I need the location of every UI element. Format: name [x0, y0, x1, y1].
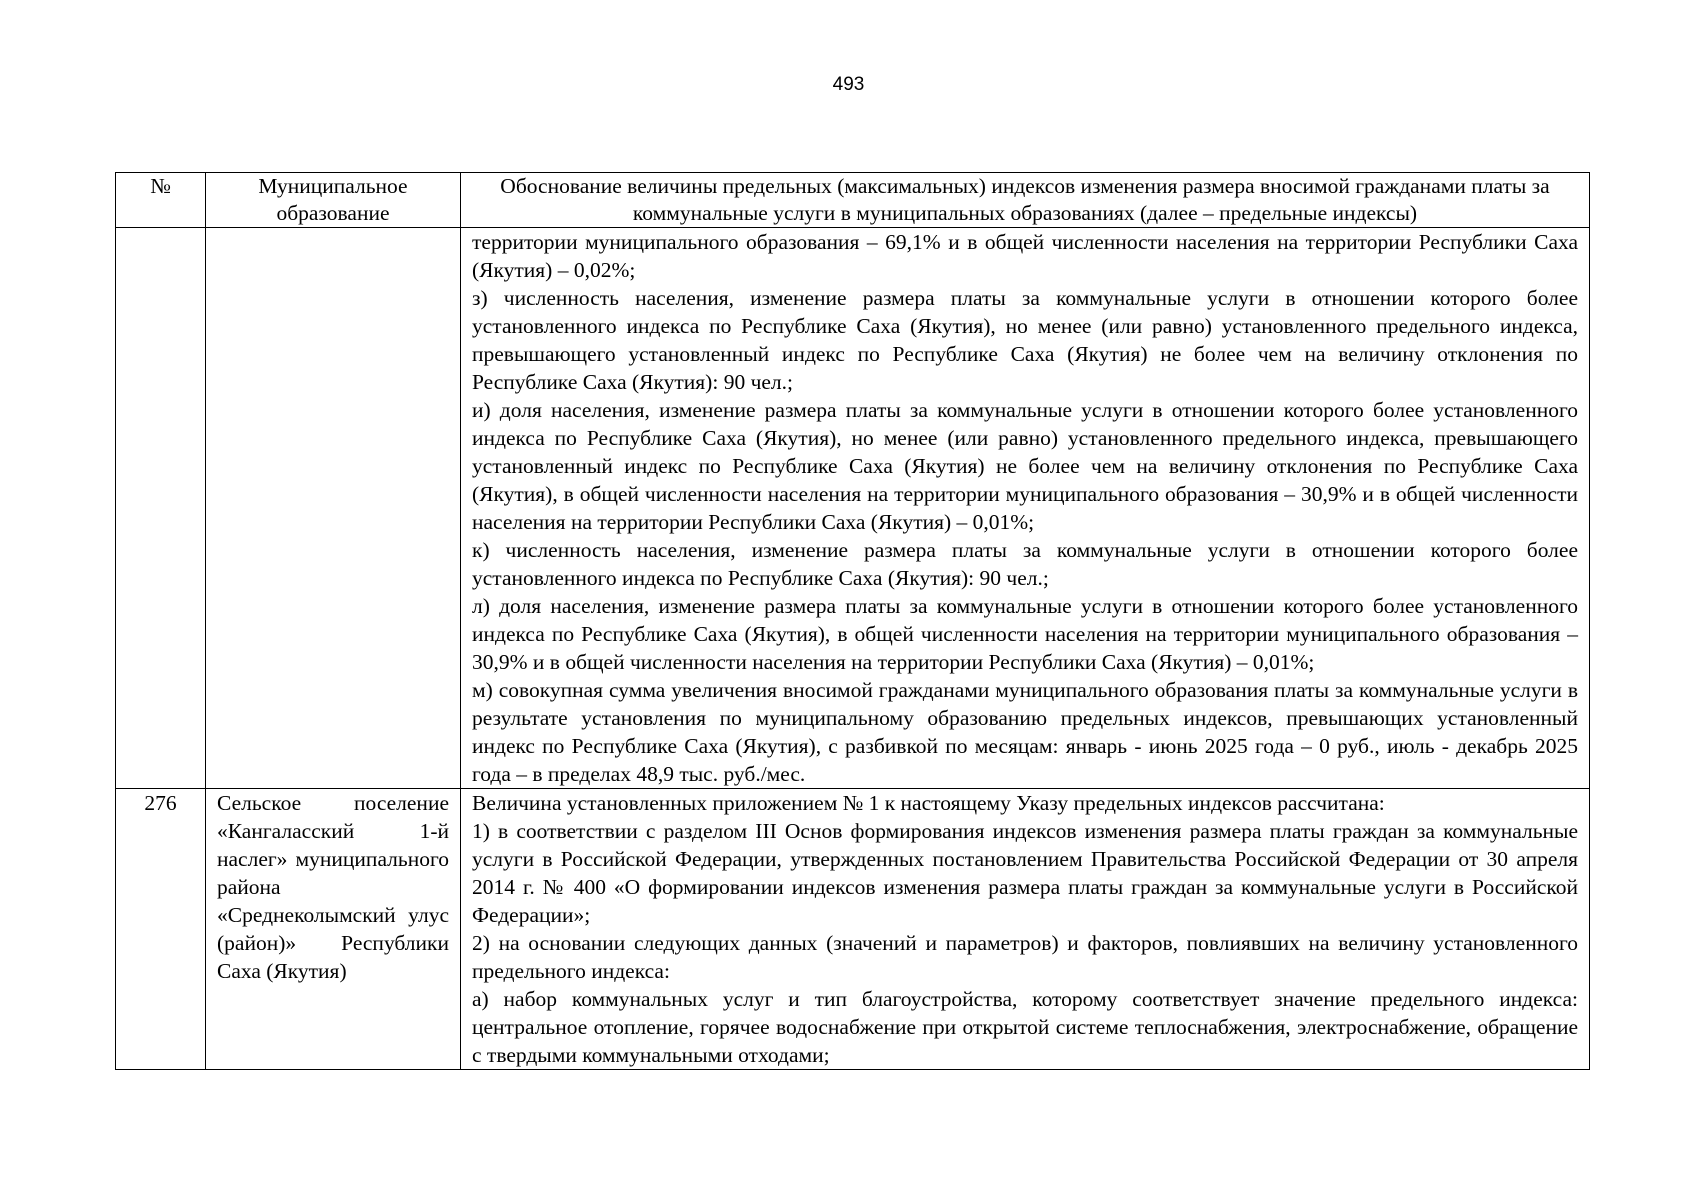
page-number: 493: [832, 74, 865, 95]
limit-index-table: [115, 172, 1590, 1070]
row-num-cell: 276: [116, 789, 206, 1070]
paragraph: к) численность населения, изменение размера платы за коммунальные услуги в отношении которого более установленного индекса по Республике Саха (Якутия): 90 чел.;: [472, 538, 1578, 590]
paragraph: и) доля населения, изменение размера платы за коммунальные услуги в отношении которого более установленного индекса по Республике Саха (Якутия), но менее (или равно) установленного предельного индекса, превышающего установленный индекс по Республике Саха (Якутия) не более чем на величину отклонения по Республике Саха (Якутия), в общей численности населения на территории муниципального образования – 30,9% и в общей численности населения на территории Республики Саха (Якутия) – 0,01%;: [472, 398, 1578, 534]
paragraph: л) доля населения, изменение размера платы за коммунальные услуги в отношении которого более установленного индекса по Республике Саха (Якутия), в общей численности населения на территории муниципального образования – 30,9% и в общей численности населения на территории Республики Саха (Якутия) – 0,01%;: [472, 594, 1578, 674]
justification-cell: [461, 789, 1590, 1070]
justification-cell: [461, 228, 1590, 789]
paragraph: з) численность населения, изменение размера платы за коммунальные услуги в отношении которого более установленного индекса по Республике Саха (Якутия), но менее (или равно) установленного предельного индекса, превышающего установленный индекс по Республике Саха (Якутия) не более чем на величину отклонения по Республике Саха (Якутия): 90 чел.;: [472, 286, 1578, 394]
municipality-cell: Сельское поселение «Кангаласский 1-й наслег» муниципального района «Среднеколымский улус (район)» Республики Саха (Якутия): [206, 789, 461, 1070]
header-num: №: [116, 173, 206, 228]
row-num-cell: [116, 228, 206, 789]
paragraph: Величина установленных приложением № 1 к настоящему Указу предельных индексов рассчитана:: [472, 791, 1385, 815]
paragraph: м) совокупная сумма увеличения вносимой гражданами муниципального образования платы за коммунальные услуги в результате установления по муниципальному образованию предельных индексов, превышающих установленный индекс по Республике Саха (Якутия), с разбивкой по месяцам: январь - июнь 2025 года – 0 руб., июль - декабрь 2025 года – в пределах 48,9 тыс. руб./мес.: [472, 678, 1578, 786]
table-header-row: [116, 173, 1590, 228]
paragraph: а) набор коммунальных услуг и тип благоустройства, которому соответствует значение предельного индекса: центральное отопление, горячее водоснабжение при открытой системе теплоснабжения, электроснабжение, обращение с твердыми коммунальными отходами;: [472, 987, 1578, 1067]
header-justification: Обоснование величины предельных (максимальных) индексов изменения размера вносимой гражданами платы за коммунальные услуги в муниципальных образованиях (далее – предельные индексы): [461, 173, 1590, 228]
paragraph: территории муниципального образования – 69,1% и в общей численности населения на территории Республики Саха (Якутия) – 0,02%;: [472, 230, 1578, 282]
table-row: [116, 228, 1590, 789]
header-municipality: Муниципальное образование: [206, 173, 461, 228]
paragraph: 2) на основании следующих данных (значений и параметров) и факторов, повлиявших на величину установленного предельного индекса:: [472, 931, 1578, 983]
paragraph: 1) в соответствии с разделом III Основ формирования индексов изменения размера платы граждан за коммунальные услуги в Российской Федерации, утвержденных постановлением Правительства Российской Федерации от 30 апреля 2014 г. № 400 «О формировании индексов изменения размера платы граждан за коммунальные услуги в Российской Федерации»;: [472, 819, 1578, 927]
table-row: [116, 789, 1590, 1070]
municipality-cell: [206, 228, 461, 789]
